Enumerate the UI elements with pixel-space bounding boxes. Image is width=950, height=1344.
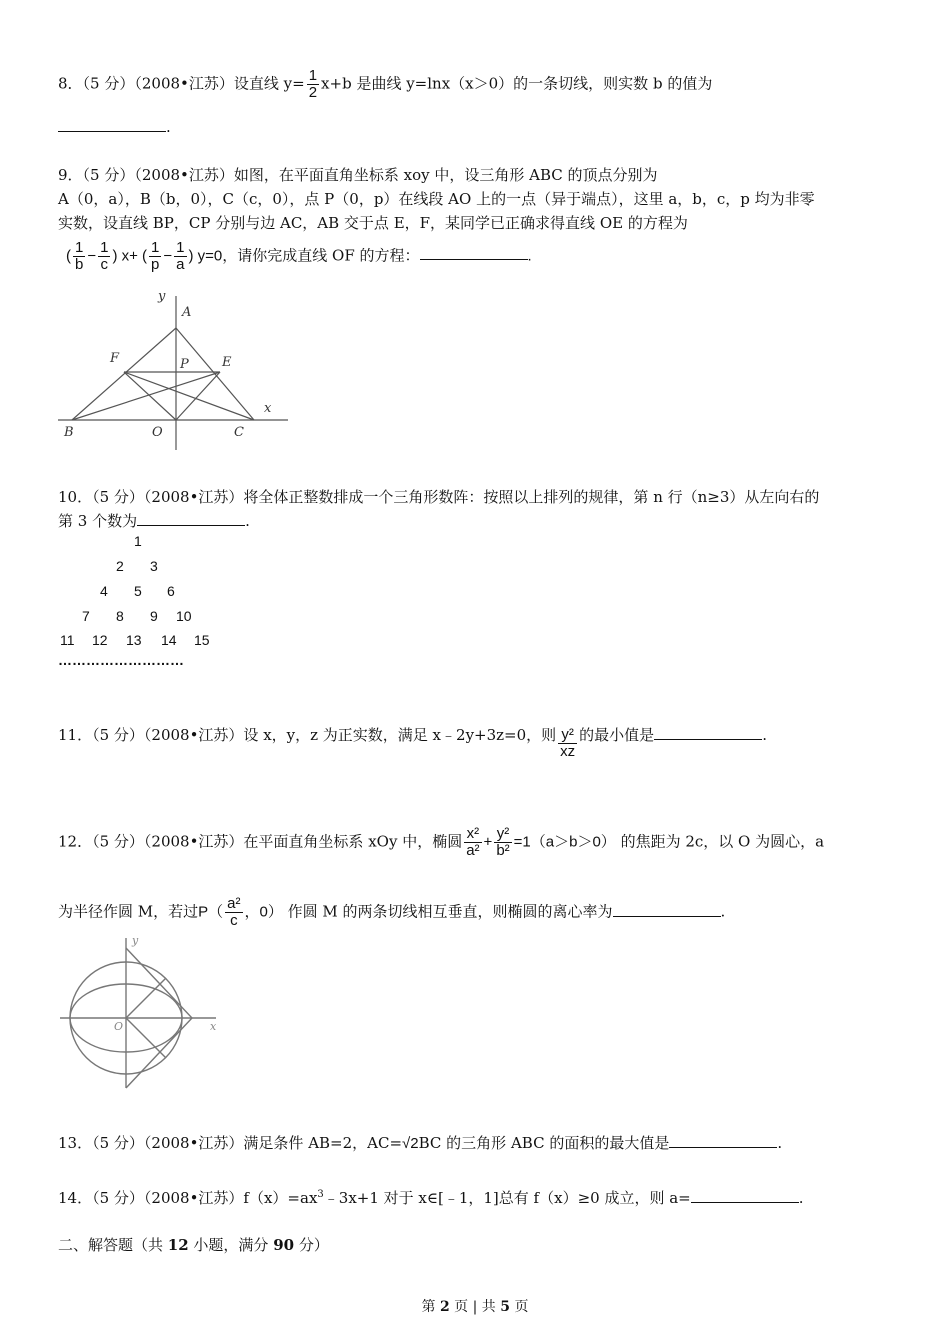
- section-score: 90: [273, 1236, 295, 1254]
- label-a: A: [182, 305, 192, 320]
- current-page: 2: [439, 1299, 450, 1315]
- q14-answer-blank[interactable]: [691, 1188, 799, 1203]
- label-e: E: [222, 355, 232, 370]
- frac-denominator: b²: [496, 842, 510, 859]
- plus-sign: +: [483, 833, 493, 851]
- frac-denominator: a: [176, 256, 185, 273]
- q8-answer-blank[interactable]: [58, 117, 166, 132]
- frac-numerator: x²: [464, 826, 481, 843]
- label-b: B: [64, 425, 74, 440]
- q12-prefix: 12．（5 分）（2008•江苏）在平面直角坐标系 xOy 中，椭圆: [58, 832, 463, 851]
- q11-prefix: 11．（5 分）（2008•江苏）设 x，y，z 为正实数，满足 x﹣2y+3z=0，则: [58, 726, 557, 744]
- q9-line3: 实数，设直线 BP，CP 分别与边 AC，AB 交于点 E，F，某同学已正确求得直线 OE 的方程为: [58, 214, 688, 232]
- frac-denominator: 2: [308, 84, 318, 101]
- paren-open: (: [66, 247, 71, 265]
- frac-numerator: 1: [151, 239, 160, 256]
- frac-numerator: y²: [494, 826, 511, 843]
- minus-sign: −: [87, 247, 97, 265]
- q12-answer-blank[interactable]: [613, 902, 721, 917]
- q12-ellipse-figure: [58, 934, 226, 1090]
- q9-triangle-figure: [58, 288, 298, 456]
- section-prefix: 二、解答题（共: [58, 1236, 168, 1254]
- point-p-open: P（: [198, 903, 224, 921]
- q11-answer-blank[interactable]: [654, 725, 762, 740]
- q8-fraction: [307, 68, 319, 101]
- section-count: 12: [167, 1236, 189, 1254]
- eq-close: ) y=0: [188, 247, 223, 265]
- line-cf: [124, 372, 254, 420]
- label-o: O: [152, 425, 163, 440]
- label-y: y: [132, 934, 139, 947]
- q14-text: 14．（5 分）（2008•江苏）$f(x)=ax^3﹣3x+1$ 对于 x∈[﹣1，1]总有 f（x）≥0 成立，则 a= .: [58, 1189, 804, 1207]
- label-y: y: [158, 289, 166, 304]
- footer-prefix: 第: [421, 1299, 440, 1315]
- q11-suffix: 的最小值是: [579, 726, 655, 744]
- q13-suffix: BC 的三角形 ABC 的面积的最大值是: [418, 1134, 670, 1152]
- frac-denominator: c: [230, 912, 238, 929]
- q9-answer-blank[interactable]: [420, 245, 528, 260]
- q10-line2-text: 第 3 个数为: [58, 512, 138, 530]
- q14-suffix: ﹣3x+1 对于 x∈[﹣1，1]总有 f（x）≥0 成立，则 a=: [323, 1189, 691, 1207]
- frac-numerator: 1: [176, 239, 185, 256]
- q12-frac-y: [494, 826, 511, 859]
- triangle-number: 8: [116, 608, 124, 624]
- triangle-number: 12: [92, 632, 108, 648]
- q12-suffix: 的焦距为 2c，以 O 为圆心，a: [620, 832, 825, 851]
- q9-frac-1a: [174, 240, 186, 273]
- q9-frac-1c: [98, 240, 110, 273]
- triangle-number: 9: [150, 608, 158, 624]
- frac-numerator: 1: [75, 239, 84, 256]
- q9-frac-1b: [73, 240, 85, 273]
- frac-denominator: a²: [466, 842, 480, 859]
- q9-frac-1p: [149, 240, 161, 273]
- q9-suffix: ，请你完成直线 OF 的方程：: [222, 246, 420, 265]
- triangle-number: 4: [100, 583, 108, 599]
- triangle-number: 11: [60, 632, 75, 648]
- ellipse-condition: =1（a＞b＞0）: [513, 833, 616, 851]
- label-p: P: [180, 357, 189, 372]
- q10-line1: 10．（5 分）（2008•江苏）将全体正整数排成一个三角形数阵：按照以上排列的规律，第 n 行（n≥3）从左向右的: [58, 488, 820, 506]
- q11-fraction: [558, 727, 577, 760]
- triangle-ellipsis: ………………………: [58, 652, 184, 668]
- triangle-number: 2: [116, 558, 124, 574]
- q9-line1: 9．（5 分）（2008•江苏）如图，在平面直角坐标系 xoy 中，设三角形 ABC 的顶点分别为: [58, 166, 658, 184]
- q8-text: [58, 68, 712, 101]
- label-o: O: [114, 1020, 124, 1033]
- label-x: x: [264, 401, 272, 416]
- triangle-number: 5: [134, 583, 142, 599]
- q10-line2: 第 3 个数为 .: [58, 512, 250, 530]
- frac-numerator: 1: [100, 239, 109, 256]
- eq-mid: ) x+ (: [112, 247, 148, 265]
- triangle-number: 7: [82, 608, 90, 624]
- frac-numerator: a²: [227, 895, 241, 912]
- section-mid: 小题，满分: [188, 1236, 274, 1254]
- q9-line2: A（0，a），B（b，0），C（c，0），点 P（0，p）在线段 AO 上的一点（异于端点），这里 a，b，c，p 均为非零: [58, 190, 815, 208]
- label-c: C: [234, 425, 244, 440]
- frac-denominator: c: [100, 256, 109, 273]
- q13-answer-blank[interactable]: [669, 1133, 777, 1148]
- section-heading: [58, 1234, 329, 1256]
- point-p-close: ，0）: [244, 903, 283, 921]
- q8-suffix: x+b 是曲线 y=lnx（x＞0）的一条切线，则实数 b 的值为: [321, 74, 713, 93]
- triangle-number: 15: [194, 632, 210, 648]
- total-pages: 5: [500, 1299, 511, 1315]
- q12-line1: [58, 826, 824, 859]
- page-footer: [0, 1296, 950, 1316]
- frac-numerator: y²: [558, 727, 577, 744]
- q12-frac-p: [225, 896, 242, 929]
- frac-numerator: 1: [308, 67, 318, 84]
- triangle-number: 1: [134, 533, 142, 549]
- section-suffix: 分）: [294, 1236, 329, 1254]
- triangle-number: 14: [161, 632, 177, 648]
- q8-answer-line: .: [58, 116, 171, 138]
- q8-prefix: 8．（5 分）（2008•江苏）设直线 y=: [58, 74, 305, 93]
- triangle-number: 13: [126, 632, 142, 648]
- frac-denominator: p: [151, 256, 160, 273]
- frac-denominator: xz: [560, 743, 576, 760]
- q13-prefix: 13．（5 分）（2008•江苏）满足条件 AB=2，AC=: [58, 1134, 403, 1152]
- q12-frac-x: [464, 826, 481, 859]
- label-x: x: [210, 1020, 217, 1033]
- triangle-number: 6: [167, 583, 175, 599]
- footer-mid: 页 | 共: [449, 1299, 501, 1315]
- label-f: F: [110, 351, 120, 366]
- frac-denominator: b: [75, 256, 84, 273]
- q12-line2: 为半径作圆 M，若过P（ $\frac{\text{a²}}{c}$ ，0） 作圆 M 的两条切线相互垂直，则椭圆的离心率为 .: [58, 895, 726, 929]
- q10-answer-blank[interactable]: [137, 511, 245, 526]
- exponent: 3: [317, 1189, 324, 1200]
- line-of: [124, 372, 176, 420]
- q14-prefix: 14．（5 分）（2008•江苏）f（x）=ax: [58, 1189, 318, 1207]
- q12-line2-suffix: 作圆 M 的两条切线相互垂直，则椭圆的离心率为: [287, 902, 613, 921]
- triangle-number: 10: [176, 608, 192, 624]
- triangle-number: 3: [150, 558, 158, 574]
- sqrt-two: √2: [402, 1135, 419, 1152]
- q9-equation: ( $\frac{1}{b}$ − $\frac{1}{c}$ ) x+ ( $\frac{1}{p}$ − $\frac{1}{a}$ ) y=0，请你完成直线 OF 的方程： .: [66, 239, 532, 273]
- q13-text: 13．（5 分）（2008•江苏）满足条件 AB=2，AC=√2BC 的三角形 ABC 的面积的最大值是 .: [58, 1134, 783, 1152]
- q11-text: 11．（5 分）（2008•江苏）设 x，y，z 为正实数，满足 x﹣2y+3z=0，则 $\frac{\text{y²}}{xz}$ 的最小值是 .: [58, 726, 767, 760]
- footer-suffix: 页: [510, 1299, 529, 1315]
- minus-sign: −: [163, 247, 173, 265]
- q12-line2-prefix: 为半径作圆 M，若过: [58, 902, 199, 921]
